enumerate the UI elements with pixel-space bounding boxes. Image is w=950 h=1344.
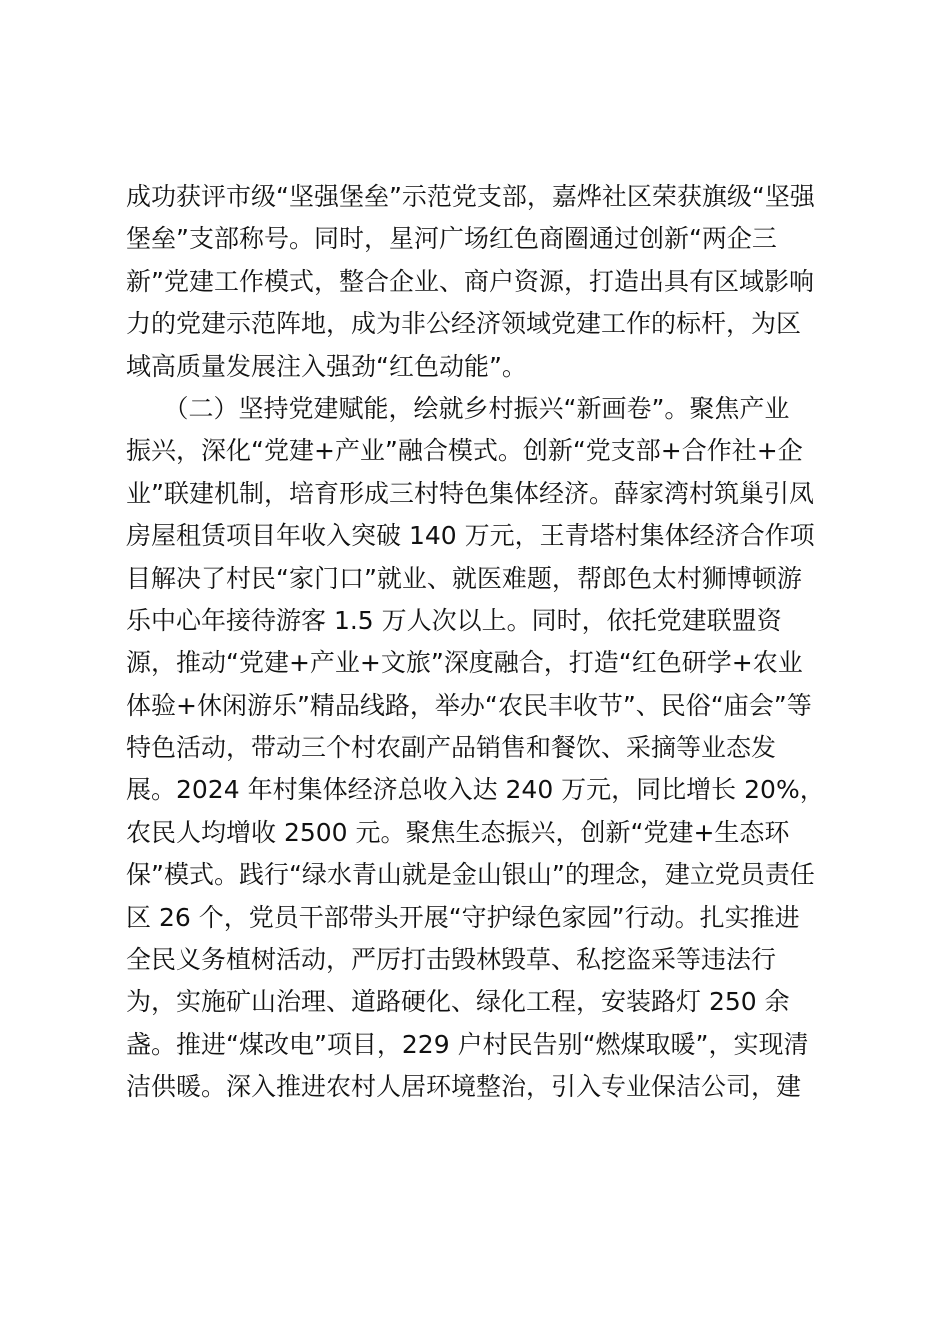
text-line: 业”联建机制，培育形成三村特色集体经济。薛家湾村筑巢引凤 [126,478,814,508]
text-line: 目解决了村民“家门口”就业、就医难题，帮郎色太村狮博顿游 [126,563,802,593]
text-line: 农民人均增收 2500 元。聚焦生态振兴，创新“党建+生态环 [126,817,790,847]
text-line: 体验+休闲游乐”精品线路，举办“农民丰收节”、民俗“庙会”等 [126,690,812,720]
text-line: 房屋租赁项目年收入突破 140 万元，王青塔村集体经济合作项 [126,521,815,551]
text-line: 新”党建工作模式，整合企业、商户资源，打造出具有区域影响 [126,266,814,296]
text-line: 乐中心年接待游客 1.5 万人次以上。同时，依托党建联盟资 [126,605,782,635]
text-line: 保”模式。践行“绿水青山就是金山银山”的理念，建立党员责任 [126,860,815,890]
section-heading-line: （二）坚持党建赋能，绘就乡村振兴“新画卷”。聚焦产业 [126,393,790,423]
text-line: 成功获评市级“坚强堡垒”示范党支部，嘉烨社区荣获旗级“坚强 [126,182,815,211]
text-line: 展。2024 年村集体经济总收入达 240 万元，同比增长 20%， [126,775,825,805]
text-line: 特色活动，带动三个村农副产品销售和餐饮、采摘等业态发 [126,733,777,763]
text-line: 堡垒”支部称号。同时，星河广场红色商圈通过创新“两企三 [126,224,777,254]
text-line: 区 26 个，党员干部带头开展“守护绿色家园”行动。扎实推进 [126,902,800,932]
text-line: 力的党建示范阵地，成为非公经济领域党建工作的标杆，为区 [126,309,802,339]
text-line: 域高质量发展注入强劲“红色动能”。 [126,351,527,381]
text-line: 源，推动“党建+产业+文旅”深度融合，打造“红色研学+农业 [126,648,803,678]
text-line: 盏。推进“煤改电”项目，229 户村民告别“燃煤取暖”，实现清 [126,1029,809,1059]
text-line: 全民义务植树活动，严厉打击毁林毁草、私挖盗采等违法行 [126,945,777,975]
text-line: 振兴，深化“党建+产业”融合模式。创新“党支部+合作社+企 [126,436,803,466]
text-line: 为，实施矿山治理、道路硬化、绿化工程，安装路灯 250 余 [126,987,790,1017]
text-line: 洁供暖。深入推进农村人居环境整治，引入专业保洁公司，建 [126,1072,802,1102]
body-text [126,176,836,1109]
